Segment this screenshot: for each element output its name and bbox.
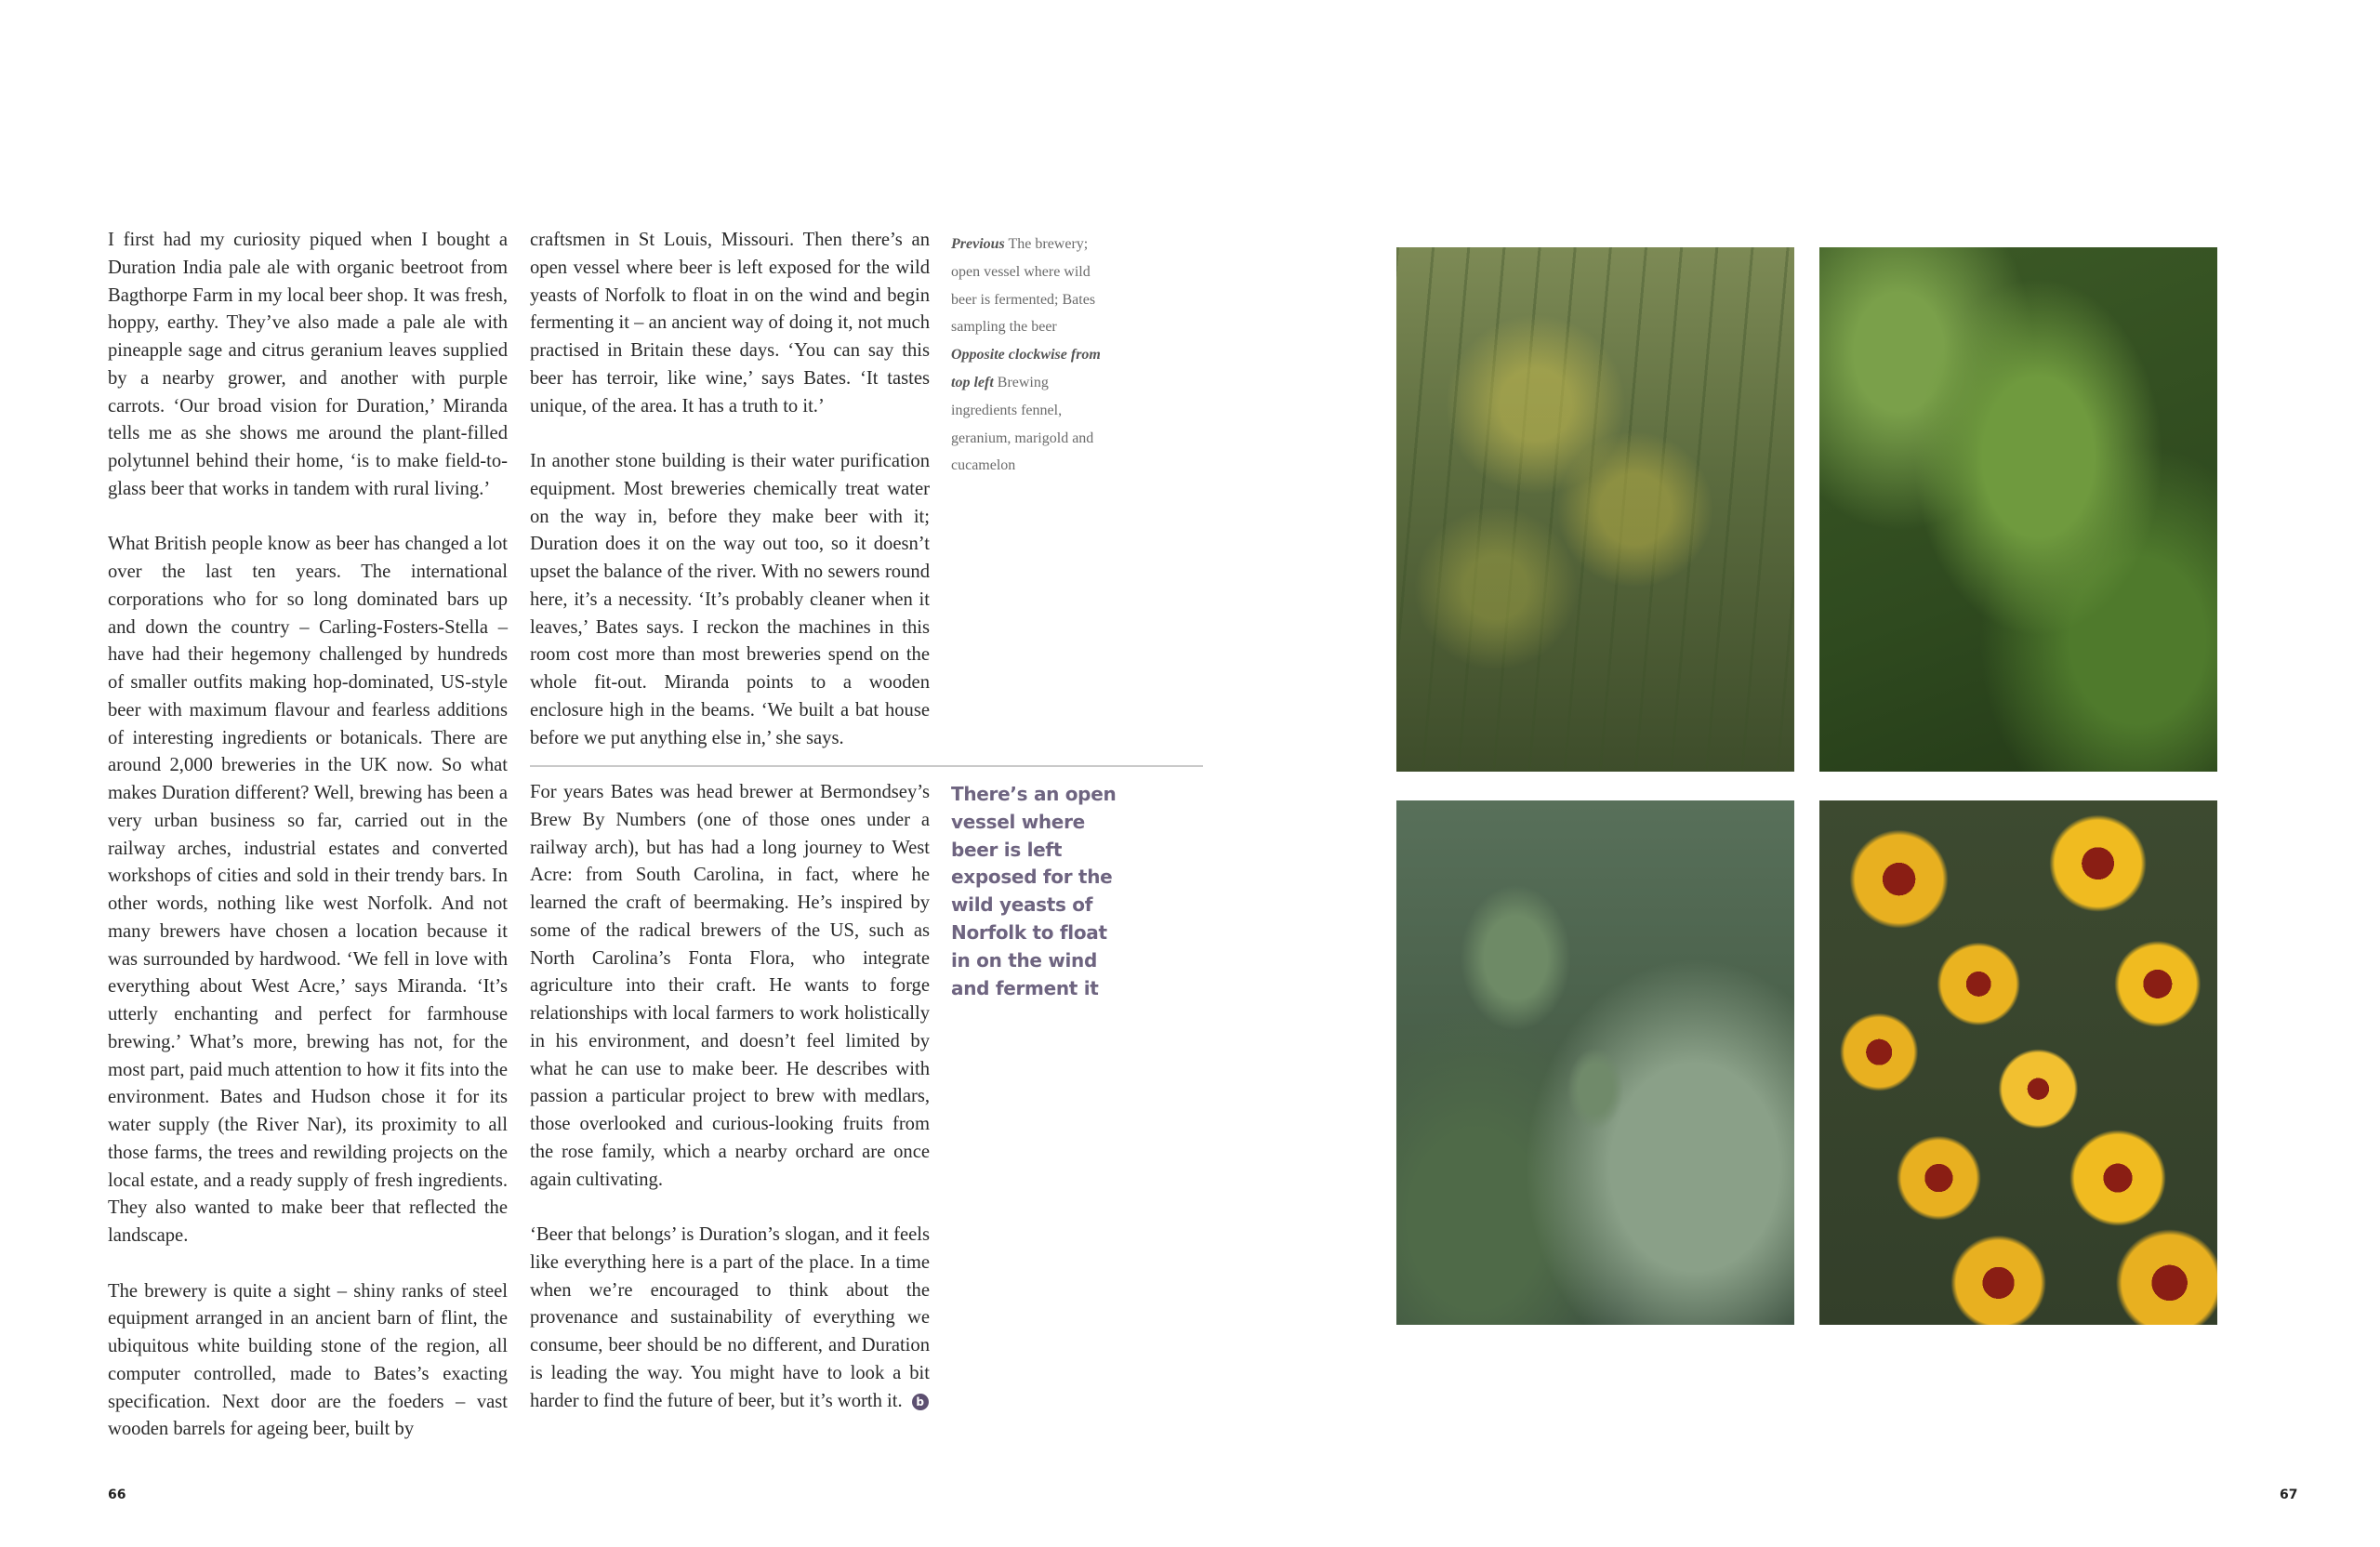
photo-fennel <box>1396 247 1794 772</box>
page-number-right: 67 <box>2280 1488 2298 1502</box>
pull-quote: There’s an open vessel where beer is left exposed for the wild yeasts of Norfolk to float in on the wind and ferment it <box>951 783 1117 999</box>
photo-caption <box>951 231 1109 480</box>
caption-label: Opposite clockwise from top left <box>951 347 1101 390</box>
caption-label: Previous <box>951 236 1005 252</box>
paragraph: craftsmen in St Louis, Missouri. Then there’s an open vessel where beer is left exposed for the wild yeasts of Norfolk to float in on the wind and begin fermenting it – an ancient way of doing it, not much practised in Britain these days. ‘You can say this beer has terroir, like wine,’ says Bates. ‘It tastes unique, of the area. It has a truth to it.’ <box>530 230 930 416</box>
end-mark-icon: b <box>912 1394 929 1410</box>
page-number-left: 66 <box>108 1488 126 1502</box>
paragraph: What British people know as beer has changed a lot over the last ten years. The international corporations who for so long dominated bars up and down the country – Carling-Fosters-Stella – have had their hegemony challenged by hundreds of smaller outfits making hop-dominated, US-style beer with maximum flavour and fearless additions of interesting ingredients or botanicals. There are around 2,000 breweries in the UK now. So what makes Duration different? Well, brewing has been a very urban business so far, carried out in the railway arches, industrial estates and converted workshops of cities and sold in their trendy bars. In other words, nothing like west Norfolk. And not many brewers have chosen a location because it was surrounded by hardwood. ‘We fell in love with everything about West Acre,’ says Miranda. ‘It’s utterly enchanting and perfect for farmhouse brewing.’ What’s more, brewing has not, for the most part, paid much attention to how it fits into the environment. Bates and Hudson chose it for its water supply (the River Nar), its proximity to all those farms, the trees and rewilding projects on the local estate, and a ready supply of fresh ingredients. They also wanted to make beer that reflected the landscape. <box>108 534 508 1246</box>
paragraph-final <box>530 1222 930 1415</box>
divider <box>530 765 1203 767</box>
caption-text: Brewing ingredients fennel, geranium, marigold and cucamelon <box>951 374 1094 474</box>
photo-cucamelon <box>1396 800 1794 1325</box>
paragraph: The brewery is quite a sight – shiny ranks of steel equipment arranged in an ancient barn of flint, the ubiquitous white building stone of the region, all computer controlled, made to Bates’s exacting specification. Next door are the foeders – vast wooden barrels for ageing beer, built by <box>108 1280 508 1440</box>
caption-text: The brewery; open vessel where wild beer is fermented; Bates sampling the beer <box>951 236 1096 336</box>
article-column-2-top <box>530 227 930 780</box>
paragraph: For years Bates was head brewer at Bermondsey’s Brew By Numbers (one of those ones under a railway arch), but has had a long journey to West Acre: from South Carolina, in fact, where he learned the craft of beermaking. He’s inspired by some of the radical brewers of the US, such as North Carolina’s Fonta Flora, who integrate agriculture into their craft. He wants to forge relationships with local farmers to work holistically in his environment, and doesn’t feel limited by what he can use to make beer. He describes with passion a particular project to brew with medlars, those overlooked and curious-looking fruits from the rose family, which a nearby orchard are once again cultivating. <box>530 782 930 1190</box>
paragraph: In another stone building is their water purification equipment. Most breweries chemically treat water on the way in, before they make beer with it; Duration does it on the way out too, so it doesn’t upset the balance of the river. With no sewers round here, it’s a necessity. ‘It’s probably cleaner when it leaves,’ Bates says. I reckon the machines in this room cost more than most breweries spend on the whole fit-out. Miranda points to a wooden enclosure high in the beams. ‘We built a bat house before we put anything else in,’ she says. <box>530 451 930 748</box>
paragraph-text: ‘Beer that belongs’ is Duration’s slogan, and it feels like everything here is a part of the place. In a time when we’re encouraged to think about the provenance and sustainability of everything we consume, beer should be no different, and Duration is leading the way. You might have to look a bit harder to find the future of beer, but it’s worth it. <box>530 1224 930 1411</box>
article-column-1 <box>108 227 508 1472</box>
photo-geranium <box>1819 247 2217 772</box>
paragraph: I first had my curiosity piqued when I bought a Duration India pale ale with organic beetroot from Bagthorpe Farm in my local beer shop. It was fresh, hoppy, earthy. They’ve also made a pale ale with pineapple sage and citrus geranium leaves supplied by a nearby grower, and another with purple carrots. ‘Our broad vision for Duration,’ Miranda tells me as she shows me around the plant-filled polytunnel behind their home, ‘is to make field-to-glass beer that works in tandem with rural living.’ <box>108 230 508 499</box>
photo-marigold <box>1819 800 2217 1325</box>
article-column-2-bottom <box>530 779 930 1443</box>
